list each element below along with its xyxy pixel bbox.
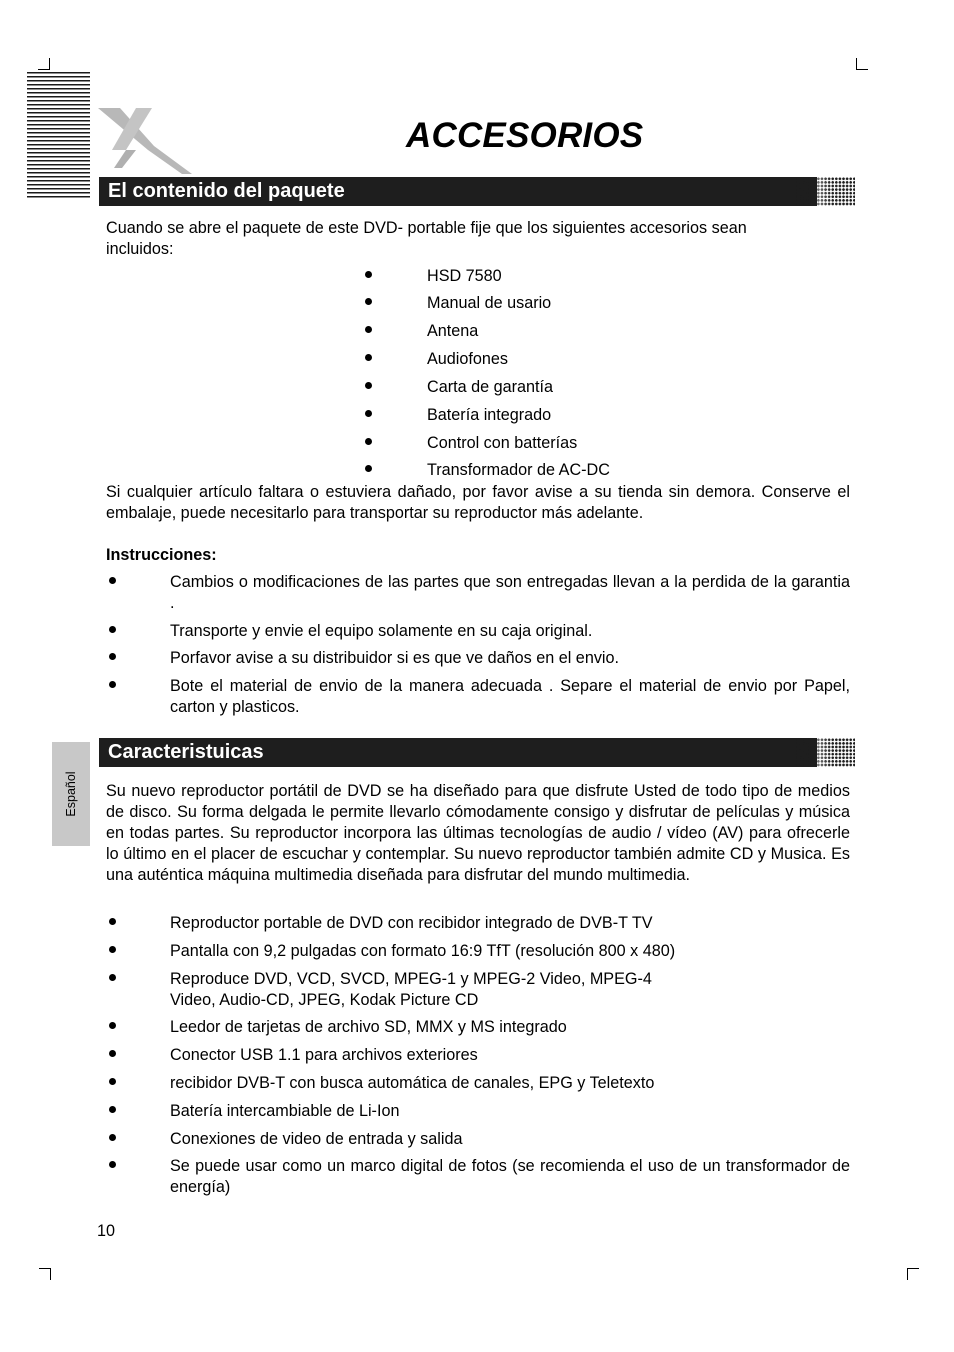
list-item: Conector USB 1.1 para archivos exteriores	[170, 1046, 478, 1064]
bullet-icon	[365, 438, 372, 445]
list-item: Cambios o modificaciones de las partes que son entregadas llevan a la perdida de la garantia .	[170, 573, 850, 612]
features-intro: Su nuevo reproductor portátil de DVD se ha diseñado para que disfrute Usted de todo tipo de medios de disco. Su forma delgada le permite llevarlo cómodamente consigo y disfrutar de películas y música en todas partes. Su reproductor incorpora las últimas tecnologías de audio / vídeo (AV) para ofrecerle lo último en el placer de escuchar y contemplar. Su nuevo reproductor también admite CD y Musica. Es una auténtica máquina multimedia diseñada para disfrutar del mundo multimedia.	[106, 782, 850, 884]
language-tab-label: Español	[64, 771, 78, 817]
bullet-icon	[109, 681, 116, 688]
striped-bar-decoration	[27, 72, 90, 200]
list-item: Conexiones de video de entrada y salida	[170, 1130, 463, 1148]
list-item: Batería intercambiable de Li-Ion	[170, 1102, 400, 1120]
crop-mark-top-right	[856, 58, 868, 70]
bullet-icon	[365, 410, 372, 417]
list-item: Antena	[427, 322, 479, 340]
bullet-icon	[109, 918, 116, 925]
list-item: Porfavor avise a su distribuidor si es que ve daños en el envio.	[170, 649, 620, 667]
bullet-icon	[109, 1134, 116, 1141]
list-item: Leedor de tarjetas de archivo SD, MMX y MS integrado	[170, 1018, 567, 1036]
section-header-package-contents	[99, 177, 855, 206]
bullet-icon	[365, 298, 372, 305]
list-item: Reproduce DVD, VCD, SVCD, MPEG-1 y MPEG-2 Video, MPEG-4	[170, 970, 652, 988]
bullet-icon	[109, 974, 116, 981]
list-item: Se puede usar como un marco digital de fotos (se recomienda el uso de un transformador de energía)	[170, 1157, 850, 1196]
list-item: recibidor DVB-T con busca automática de canales, EPG y Teletexto	[170, 1074, 655, 1092]
header-dot-pattern	[817, 177, 855, 206]
bullet-icon	[365, 382, 372, 389]
instructions-heading: Instrucciones:	[106, 546, 217, 564]
bullet-icon	[109, 946, 116, 953]
list-item: Transporte y envie el equipo solamente en su caja original.	[170, 622, 593, 640]
list-item: Reproductor portable de DVD con recibidor integrado de DVB-T TV	[170, 914, 653, 932]
crop-mark-top-left	[38, 58, 50, 70]
missing-items-note: Si cualquier artículo faltara o estuviera dañado, por favor avise a su tienda sin demora. Conserve el embalaje, puede necesitarlo para transportar su reproductor más adelante.	[106, 483, 850, 522]
bullet-icon	[109, 1078, 116, 1085]
bullet-icon	[109, 1161, 116, 1168]
brand-x-logo	[96, 106, 196, 176]
list-item: Manual de usario	[427, 294, 552, 312]
bullet-icon	[109, 1022, 116, 1029]
list-item: Bote el material de envio de la manera adecuada . Separe el material de envio por Papel, carton y plasticos.	[170, 677, 850, 716]
bullet-icon	[109, 653, 116, 660]
bullet-icon	[109, 626, 116, 633]
bullet-icon	[365, 465, 372, 472]
list-item: Batería integrado	[427, 406, 552, 424]
list-item: Control con batterías	[427, 434, 578, 452]
language-tab	[52, 742, 90, 846]
section-header-label: Caracteristuicas	[108, 741, 264, 763]
bullet-icon	[365, 354, 372, 361]
list-item-continuation: Video, Audio-CD, JPEG, Kodak Picture CD	[170, 991, 479, 1009]
bullet-icon	[109, 577, 116, 584]
section-header-features	[99, 738, 855, 767]
section-header-label: El contenido del paquete	[108, 180, 345, 202]
page-number: 10	[97, 1222, 116, 1240]
bullet-icon	[109, 1106, 116, 1113]
page-title: ACCESORIOS	[406, 116, 644, 155]
list-item: Transformador de AC-DC	[427, 461, 610, 479]
crop-mark-bottom-left	[39, 1268, 51, 1280]
crop-mark-bottom-right	[907, 1268, 919, 1280]
bullet-icon	[109, 1050, 116, 1057]
bullet-icon	[365, 271, 372, 278]
list-item: HSD 7580	[427, 267, 502, 285]
list-item: Pantalla con 9,2 pulgadas con formato 16:9 TfT (resolución 800 x 480)	[170, 942, 676, 960]
list-item: Carta de garantía	[427, 378, 553, 396]
header-dot-pattern	[817, 738, 855, 767]
list-item: Audiofones	[427, 350, 509, 368]
bullet-icon	[365, 326, 372, 333]
intro-text-line-1: Cuando se abre el paquete de este DVD- portable fije que los siguientes accesorios sean	[106, 219, 747, 237]
intro-text-line-2: incluidos:	[106, 240, 174, 258]
